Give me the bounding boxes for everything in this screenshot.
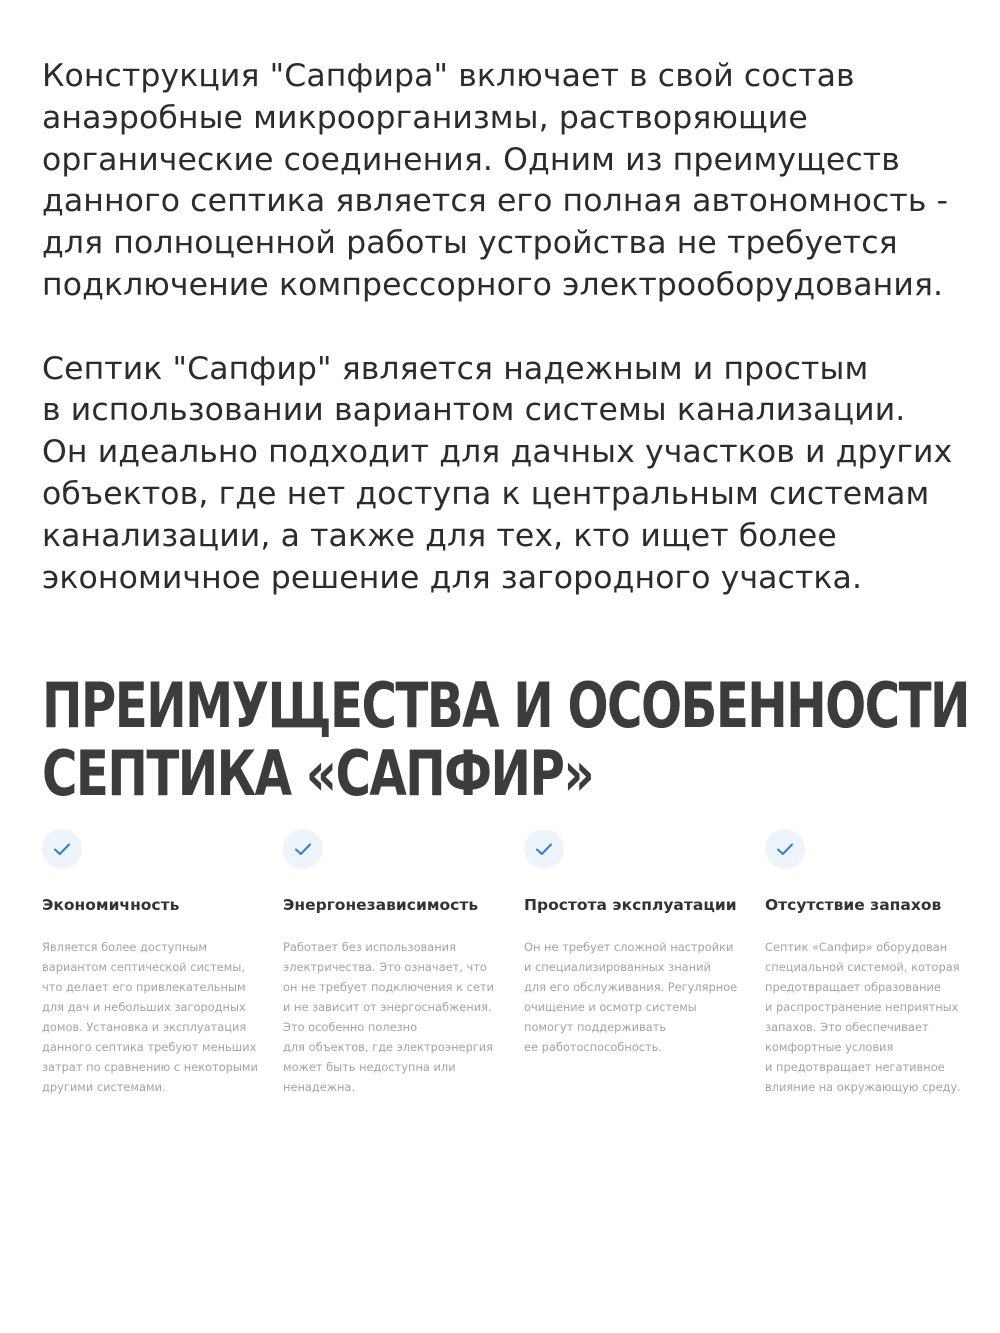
text-line: вариантом септической системы, [42, 960, 245, 974]
feature-description [524, 937, 765, 1057]
feature-title: Энергонезависимость [283, 896, 479, 914]
text-line: затрат по сравнению с некоторыми [42, 1060, 258, 1074]
feature-description [42, 937, 283, 1097]
text-line: органические соединения. Одним из преимуществ [42, 141, 900, 178]
text-line: домов. Установка и эксплуатация [42, 1020, 247, 1034]
text-line: данного септика является его полная автономность - [42, 183, 949, 220]
text-line: Септик «Сапфир» оборудован [765, 940, 948, 954]
text-line: и не зависит от энергоснабжения. [283, 1000, 492, 1014]
text-line: Работает без использования [283, 940, 456, 954]
feature-card-economy [42, 829, 283, 1097]
intro-paragraph-1 [42, 56, 972, 307]
text-line: и предотвращает негативное [765, 1060, 945, 1074]
text-line: ненадежна. [283, 1080, 356, 1094]
text-line: Он не требует сложной настройки [524, 940, 734, 954]
feature-card-energy-independence [283, 829, 524, 1097]
text-line: он не требует подключения к сети [283, 980, 494, 994]
title-line: ПРЕИМУЩЕСТВА И ОСОБЕННОСТИ [42, 669, 969, 742]
check-icon [42, 829, 82, 869]
text-line: очищение и осмотр системы [524, 1000, 697, 1014]
check-icon [765, 829, 805, 869]
text-line: Он идеально подходит для дачных участков и других [42, 434, 953, 471]
feature-card-no-odors [765, 829, 1000, 1097]
text-line: Конструкция "Сапфира" включает в свой состав [42, 58, 855, 94]
text-line: Септик "Сапфир" является надежным и простым [42, 350, 869, 387]
feature-description [283, 937, 524, 1097]
text-line: Является более доступным [42, 940, 208, 954]
text-line: и распространение неприятных [765, 1000, 959, 1014]
intro-paragraph-2 [42, 349, 972, 600]
text-line: канализации, а также для тех, кто ищет более [42, 517, 837, 554]
text-line: и специализированных знаний [524, 960, 711, 974]
text-line: для объектов, где электроэнергия [283, 1040, 494, 1054]
text-line: Это особенно полезно [283, 1020, 418, 1034]
text-line: для дач и небольших загородных [42, 1000, 246, 1014]
check-icon [524, 829, 564, 869]
intro-text [42, 56, 972, 599]
text-line: что делает его привлекательным [42, 980, 246, 994]
feature-title: Экономичность [42, 896, 180, 914]
text-line: данного септика требуют меньших [42, 1040, 257, 1054]
text-line: другими системами. [42, 1080, 166, 1094]
text-line: подключение компрессорного электрооборудования. [42, 266, 944, 303]
text-line: анаэробные микроорганизмы, растворяющие [42, 99, 808, 136]
text-line: предотвращает образование [765, 980, 941, 994]
text-line: для его обслуживания. Регулярное [524, 980, 738, 994]
title-line: СЕПТИКА «САПФИР» [42, 737, 594, 810]
feature-card-ease-of-use [524, 829, 765, 1097]
text-line: комфортные условия [765, 1040, 894, 1054]
feature-description [765, 937, 1000, 1097]
text-line: экономичное решение для загородного участка. [42, 559, 863, 596]
features-title [42, 669, 969, 810]
feature-title: Простота эксплуатации [524, 896, 737, 914]
text-line: объектов, где нет доступа к центральным системам [42, 475, 930, 512]
text-line: электричества. Это означает, что [283, 960, 487, 974]
feature-title: Отсутствие запахов [765, 896, 942, 914]
text-line: влияние на окружающую среду. [765, 1080, 961, 1094]
check-icon [283, 829, 323, 869]
features-list [42, 829, 972, 1097]
text-line: в использовании вариантом системы канализации. [42, 392, 906, 429]
text-line: специальной системой, которая [765, 960, 960, 974]
text-line: помогут поддерживать [524, 1020, 667, 1034]
text-line: для полноценной работы устройства не требуется [42, 225, 898, 262]
text-line: запахов. Это обеспечивает [765, 1020, 929, 1034]
text-line: ее работоспособность. [524, 1040, 663, 1054]
text-line: может быть недоступна или [283, 1060, 456, 1074]
